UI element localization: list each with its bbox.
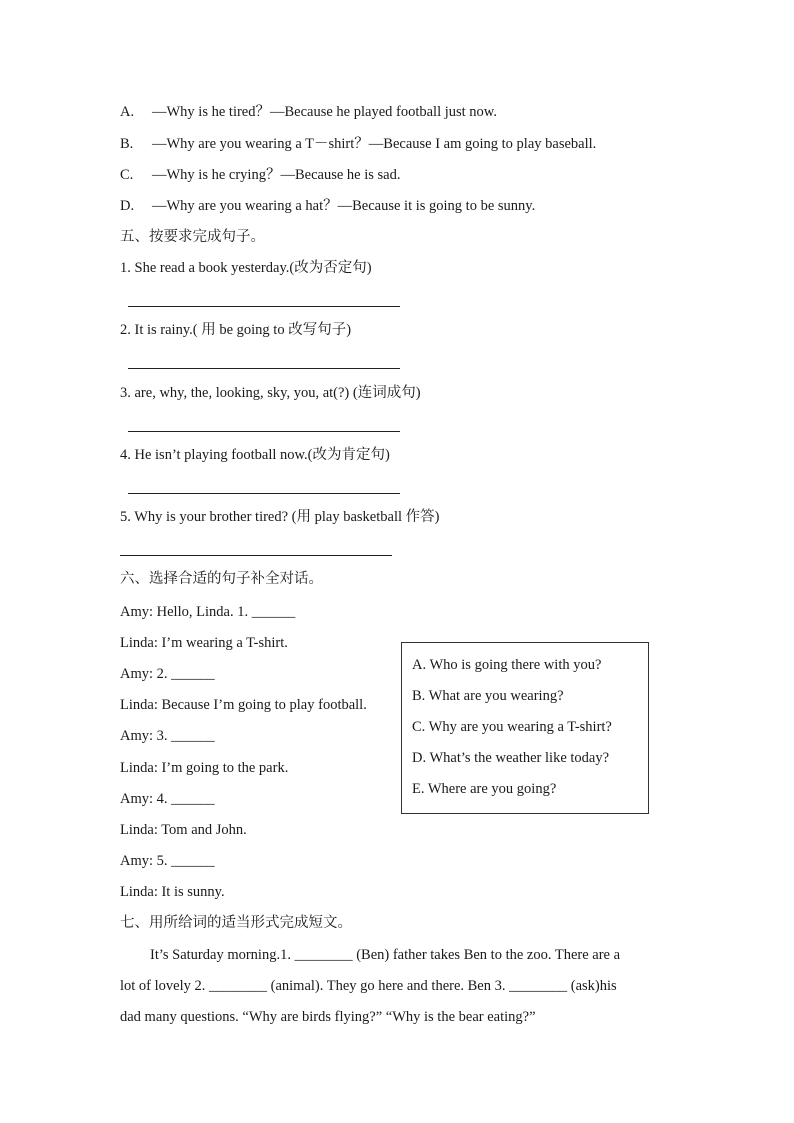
section6-heading: 六、选择合适的句子补全对话。 (120, 571, 323, 587)
option-text: —Why is he tired？—Because he played football just now. (152, 104, 497, 120)
box-option-d: D. What’s the weather like today? (412, 750, 610, 766)
box-option-c: C. Why are you wearing a T-shirt? (412, 719, 612, 735)
answer-line-1[interactable] (128, 306, 400, 307)
passage-line-1: It’s Saturday morning.1. ________ (Ben) father takes Ben to the zoo. There are a (150, 947, 621, 963)
dialogue-line: Linda: It is sunny. (120, 884, 225, 900)
dialogue-line: Linda: Tom and John. (120, 822, 247, 838)
answer-line-2[interactable] (128, 368, 400, 369)
option-text: —Why are you wearing a T－shirt？—Because I am going to play baseball. (152, 136, 597, 152)
option-letter: C. (120, 167, 134, 183)
section5-item-1: 1. She read a book yesterday.(改为否定句) (120, 260, 372, 276)
dialogue-line: Linda: Because I’m going to play football. (120, 697, 367, 713)
dialogue-line: Linda: I’m wearing a T-shirt. (120, 635, 288, 651)
section5-item-2: 2. It is rainy.( 用 be going to 改写句子) (120, 322, 352, 338)
section5-item-4: 4. He isn’t playing football now.(改为肯定句) (120, 447, 390, 463)
option-text: —Why are you wearing a hat？—Because it is going to be sunny. (152, 198, 536, 214)
dialogue-line: Amy: 3. ______ (120, 728, 215, 744)
section5-item-5: 5. Why is your brother tired? (用 play basketball 作答) (120, 509, 440, 525)
option-letter: D. (120, 198, 135, 214)
option-letter: B. (120, 136, 134, 152)
option-text: —Why is he crying？—Because he is sad. (152, 167, 401, 183)
section5-heading: 五、按要求完成句子。 (120, 229, 265, 245)
dialogue-line: Linda: I’m going to the park. (120, 760, 289, 776)
passage-line-3: dad many questions. “Why are birds flying?” “Why is the bear eating?” (120, 1009, 536, 1025)
dialogue-line: Amy: 5. ______ (120, 853, 215, 869)
passage-line-2: lot of lovely 2. ________ (animal). They go here and there. Ben 3. ________ (ask)his (120, 978, 617, 994)
box-option-b: B. What are you wearing? (412, 688, 564, 704)
dialogue-line: Amy: Hello, Linda. 1. ______ (120, 604, 296, 620)
option-letter: A. (120, 104, 135, 120)
answer-line-3[interactable] (128, 431, 400, 432)
option-a (120, 103, 497, 121)
dialogue-line: Amy: 2. ______ (120, 666, 215, 682)
option-b (120, 135, 596, 153)
section7-heading: 七、用所给词的适当形式完成短文。 (120, 915, 352, 931)
option-c (120, 166, 400, 184)
box-option-a: A. Who is going there with you? (412, 657, 602, 673)
answer-line-5[interactable] (120, 555, 392, 556)
option-d (120, 197, 535, 215)
box-option-e: E. Where are you going? (412, 781, 557, 797)
dialogue-line: Amy: 4. ______ (120, 791, 215, 807)
options-box (401, 642, 649, 814)
answer-line-4[interactable] (128, 493, 400, 494)
section5-item-3: 3. are, why, the, looking, sky, you, at(?) (连词成句) (120, 385, 421, 401)
